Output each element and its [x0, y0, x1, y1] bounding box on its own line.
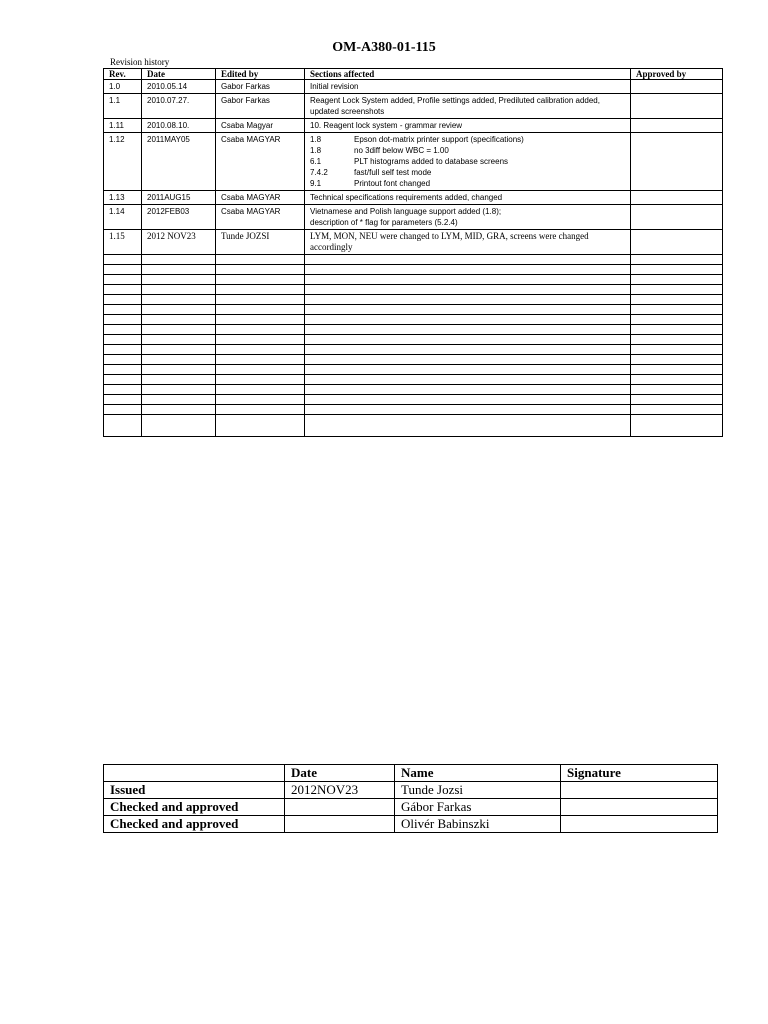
empty-cell [104, 305, 142, 315]
signature-cell [561, 816, 718, 833]
empty-row [104, 295, 723, 305]
empty-cell [142, 375, 216, 385]
name-cell: Olivér Babinszki [395, 816, 561, 833]
date-cell [285, 816, 395, 833]
section-line [310, 145, 625, 156]
empty-cell [104, 395, 142, 405]
sections-cell: 10. Reagent lock system - grammar review [305, 119, 631, 133]
editor-cell: Gabor Farkas [216, 80, 305, 94]
empty-cell [142, 335, 216, 345]
empty-row [104, 395, 723, 405]
empty-cell [305, 335, 631, 345]
section-line: description of * flag for parameters (5.2.4) [310, 218, 458, 227]
empty-cell [631, 365, 723, 375]
empty-cell [104, 405, 142, 415]
date-cell: 2012 NOV23 [142, 230, 216, 255]
empty-cell [104, 255, 142, 265]
empty-cell [216, 315, 305, 325]
empty-cell [305, 355, 631, 365]
empty-cell [631, 385, 723, 395]
empty-cell [305, 395, 631, 405]
approved-cell [631, 230, 723, 255]
sections-cell [305, 133, 631, 191]
empty-cell [142, 255, 216, 265]
editor-cell: Tunde JOZSI [216, 230, 305, 255]
empty-cell [305, 385, 631, 395]
sections-cell: Technical specifications requirements added, changed [305, 191, 631, 205]
empty-cell [104, 285, 142, 295]
empty-cell [142, 305, 216, 315]
date-cell [285, 799, 395, 816]
table-row [104, 94, 723, 119]
sections-cell: Initial revision [305, 80, 631, 94]
empty-cell [142, 295, 216, 305]
empty-cell [631, 285, 723, 295]
rev-cell: 1.1 [104, 94, 142, 119]
name-cell: Gábor Farkas [395, 799, 561, 816]
empty-cell [305, 295, 631, 305]
section-text: no 3diff below WBC = 1.00 [354, 146, 449, 155]
date-cell: 2011MAY05 [142, 133, 216, 191]
empty-cell [104, 275, 142, 285]
empty-cell [216, 275, 305, 285]
header-name: Name [395, 765, 561, 782]
editor-cell: Csaba MAGYAR [216, 133, 305, 191]
empty-cell [305, 275, 631, 285]
empty-row [104, 335, 723, 345]
approved-cell [631, 133, 723, 191]
empty-cell [216, 375, 305, 385]
header-date: Date [142, 69, 216, 80]
empty-row [104, 285, 723, 295]
empty-cell [216, 395, 305, 405]
empty-cell [216, 355, 305, 365]
approved-cell [631, 191, 723, 205]
empty-cell [104, 355, 142, 365]
empty-cell [216, 365, 305, 375]
empty-cell [305, 375, 631, 385]
name-cell: Tunde Jozsi [395, 782, 561, 799]
empty-cell [216, 295, 305, 305]
empty-cell [631, 255, 723, 265]
empty-cell [305, 325, 631, 335]
date-cell: 2012NOV23 [285, 782, 395, 799]
empty-cell [142, 285, 216, 295]
empty-cell [104, 415, 142, 437]
date-cell: 2010.08.10. [142, 119, 216, 133]
approved-cell [631, 119, 723, 133]
section-line: Vietnamese and Polish language support added (1.8); [310, 207, 502, 216]
section-text: fast/full self test mode [354, 168, 432, 177]
sections-cell: LYM, MON, NEU were changed to LYM, MID, GRA, screens were changed accordingly [305, 230, 631, 255]
empty-cell [142, 385, 216, 395]
empty-row [104, 275, 723, 285]
header-rev: Rev. [104, 69, 142, 80]
editor-cell: Csaba MAGYAR [216, 205, 305, 230]
editor-cell: Csaba MAGYAR [216, 191, 305, 205]
sections-cell [305, 205, 631, 230]
empty-cell [216, 305, 305, 315]
empty-cell [142, 355, 216, 365]
empty-row [104, 315, 723, 325]
empty-cell [631, 305, 723, 315]
section-text: Printout font changed [354, 179, 431, 188]
empty-row [104, 265, 723, 275]
empty-cell [216, 335, 305, 345]
empty-cell [631, 335, 723, 345]
empty-row [104, 405, 723, 415]
date-cell: 2010.05.14 [142, 80, 216, 94]
section-number: 1.8 [310, 146, 322, 155]
empty-cell [142, 345, 216, 355]
approved-cell [631, 80, 723, 94]
empty-cell [631, 405, 723, 415]
header-approved-by: Approved by [631, 69, 723, 80]
section-text: PLT histograms added to database screens [354, 157, 509, 166]
empty-cell [104, 385, 142, 395]
table-row [104, 119, 723, 133]
role-cell: Checked and approved [104, 799, 285, 816]
empty-cell [305, 265, 631, 275]
date-cell: 2011AUG15 [142, 191, 216, 205]
table-row [104, 230, 723, 255]
empty-row [104, 325, 723, 335]
header-signature: Signature [561, 765, 718, 782]
empty-row [104, 355, 723, 365]
empty-cell [631, 345, 723, 355]
empty-cell [631, 265, 723, 275]
empty-cell [142, 365, 216, 375]
section-number: 1.8 [310, 135, 322, 144]
empty-cell [104, 335, 142, 345]
empty-cell [631, 355, 723, 365]
sections-cell: Reagent Lock System added, Profile settings added, Prediluted calibration added, updated screenshots [305, 94, 631, 119]
empty-row [104, 255, 723, 265]
empty-cell [216, 325, 305, 335]
empty-cell [216, 255, 305, 265]
empty-cell [104, 345, 142, 355]
approved-cell [631, 205, 723, 230]
revision-history-table [103, 68, 723, 437]
table-row [104, 80, 723, 94]
empty-row [104, 385, 723, 395]
empty-row [104, 305, 723, 315]
empty-cell [142, 275, 216, 285]
table-row [104, 191, 723, 205]
empty-cell [305, 365, 631, 375]
empty-row [104, 375, 723, 385]
empty-cell [104, 295, 142, 305]
empty-cell [305, 315, 631, 325]
empty-cell [216, 345, 305, 355]
document-title: OM-A380-01-115 [332, 40, 436, 55]
empty-cell [631, 275, 723, 285]
table-row [104, 133, 723, 191]
empty-cell [142, 395, 216, 405]
empty-cell [104, 315, 142, 325]
header-sections-affected: Sections affected [305, 69, 631, 80]
empty-cell [216, 385, 305, 395]
empty-cell [305, 415, 631, 437]
empty-cell [104, 265, 142, 275]
header-role [104, 765, 285, 782]
signature-header-row [104, 765, 718, 782]
empty-cell [631, 375, 723, 385]
table-row [104, 816, 718, 833]
empty-cell [305, 285, 631, 295]
approved-cell [631, 94, 723, 119]
signature-cell [561, 782, 718, 799]
empty-cell [305, 305, 631, 315]
empty-cell [305, 255, 631, 265]
empty-row [104, 415, 723, 437]
empty-cell [216, 285, 305, 295]
editor-cell: Csaba Magyar [216, 119, 305, 133]
empty-cell [142, 265, 216, 275]
empty-row [104, 345, 723, 355]
empty-cell [631, 315, 723, 325]
table-row [104, 799, 718, 816]
section-text: Epson dot-matrix printer support (specifications) [354, 135, 524, 144]
empty-cell [104, 365, 142, 375]
rev-cell: 1.14 [104, 205, 142, 230]
empty-cell [104, 375, 142, 385]
rev-cell: 1.15 [104, 230, 142, 255]
empty-cell [216, 405, 305, 415]
empty-cell [104, 325, 142, 335]
header-date: Date [285, 765, 395, 782]
section-line [310, 178, 625, 189]
revision-header-row [104, 69, 723, 80]
section-number: 9.1 [310, 179, 322, 188]
empty-cell [631, 395, 723, 405]
blank-rows [104, 255, 723, 437]
empty-cell [631, 325, 723, 335]
section-line [310, 167, 625, 178]
editor-cell: Gabor Farkas [216, 94, 305, 119]
rev-cell: 1.0 [104, 80, 142, 94]
rev-cell: 1.11 [104, 119, 142, 133]
rev-cell: 1.13 [104, 191, 142, 205]
signature-table [103, 764, 718, 833]
date-cell: 2012FEB03 [142, 205, 216, 230]
empty-cell [305, 345, 631, 355]
empty-cell [305, 405, 631, 415]
table-row [104, 782, 718, 799]
empty-cell [142, 415, 216, 437]
role-cell: Issued [104, 782, 285, 799]
empty-row [104, 365, 723, 375]
empty-cell [142, 325, 216, 335]
section-number: 7.4.2 [310, 168, 328, 177]
empty-cell [142, 315, 216, 325]
empty-cell [216, 415, 305, 437]
section-number: 6.1 [310, 157, 322, 166]
empty-cell [631, 295, 723, 305]
revision-history-caption: Revision history [110, 57, 170, 67]
header-edited-by: Edited by [216, 69, 305, 80]
empty-cell [216, 265, 305, 275]
empty-cell [631, 415, 723, 437]
rev-cell: 1.12 [104, 133, 142, 191]
section-line [310, 156, 625, 167]
signature-cell [561, 799, 718, 816]
empty-cell [142, 405, 216, 415]
table-row [104, 205, 723, 230]
role-cell: Checked and approved [104, 816, 285, 833]
date-cell: 2010.07.27. [142, 94, 216, 119]
section-line [310, 134, 625, 145]
